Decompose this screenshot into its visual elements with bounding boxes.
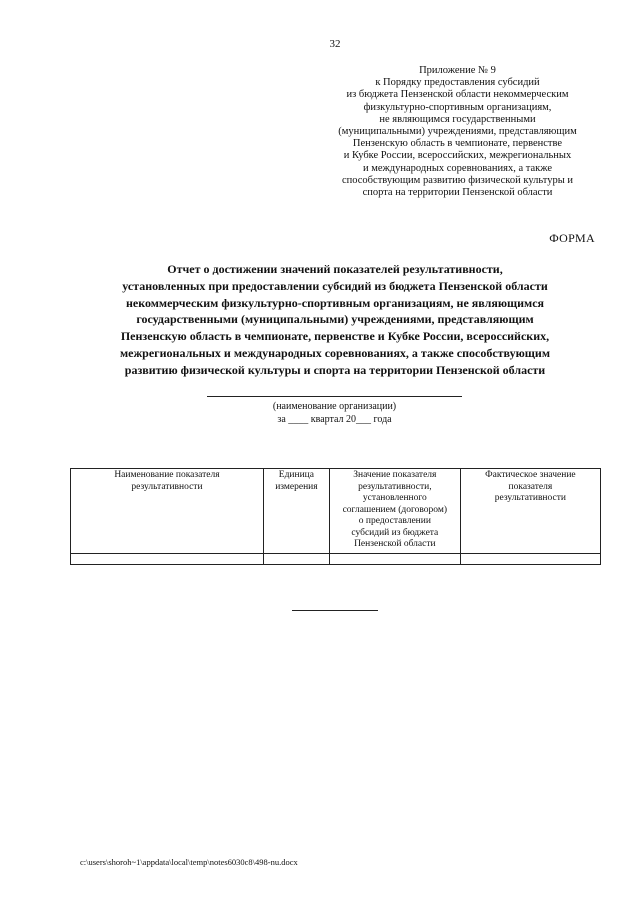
table-cell-unit[interactable] [263,553,329,564]
page-number: 32 [329,38,341,50]
appendix-block [300,65,615,199]
report-title-line: Отчет о достижении значений показателей результативности, [167,262,503,276]
organization-name-caption: (наименование организации) [272,401,397,412]
appendix-line: физкультурно-спортивным организациям, [363,101,552,113]
header-unit: Единица измерения [263,469,329,554]
table-cell-target-value[interactable] [329,553,460,564]
appendix-line: Приложение № 9 [419,65,496,76]
report-title-line: некоммерческим физкультурно-спортивным организациям, не являющимся [125,295,545,310]
appendix-line: не являющимся государственными [379,113,536,125]
table-cell-actual-value[interactable] [460,553,600,564]
organization-name-field[interactable] [207,396,462,397]
appendix-line: спорта на территории Пензенской области [362,187,553,199]
appendix-line: к Порядку предоставления субсидий [375,77,540,89]
table-row [71,553,601,564]
end-divider [292,610,378,611]
header-indicator-name: Наименование показателя результативности [71,469,264,554]
report-title-line: развитию физической культуры и спорта на территории Пензенской области [124,362,546,377]
header-target-value: Значение показателя результативности, установленного соглашением (договором) о предоставлении субсидий из бюджета Пензенской области [329,469,460,554]
report-title [60,261,610,379]
table-cell-indicator-name[interactable] [71,553,264,564]
appendix-line: из бюджета Пензенской области некоммерческим [346,89,569,101]
appendix-line: и Кубке России, всероссийских, межрегиональных [343,150,572,162]
report-title-line: государственными (муниципальными) учреждениями, представляющим [136,312,534,327]
appendix-line: и международных соревнованиях, а также [363,162,552,174]
report-title-line: установленных при предоставлении субсидий из бюджета Пензенской области [122,278,548,293]
table-header-row [71,469,601,554]
appendix-line: Пензенскую область в чемпионате, первенстве [352,138,563,150]
appendix-line: (муниципальными) учреждениями, представляющим [338,126,577,138]
reporting-period: за ____ квартал 20___ года [277,414,392,425]
report-title-line: межрегиональных и международных соревнованиях, а также способствующим [119,345,551,360]
report-title-line: Пензенскую область в чемпионате, первенстве и Кубке России, всероссийских, [120,329,550,344]
header-actual-value: Фактическое значение показателя результативности [460,469,600,554]
footer-file-path: c:\users\shoroh~1\appdata\local\temp\notes6030c8\498-nu.docx [80,857,298,867]
indicators-table [70,468,601,565]
organization-caption [207,400,462,426]
appendix-line: способствующим развитию физической культуры и [341,174,573,186]
form-label: ФОРМА [549,231,595,245]
